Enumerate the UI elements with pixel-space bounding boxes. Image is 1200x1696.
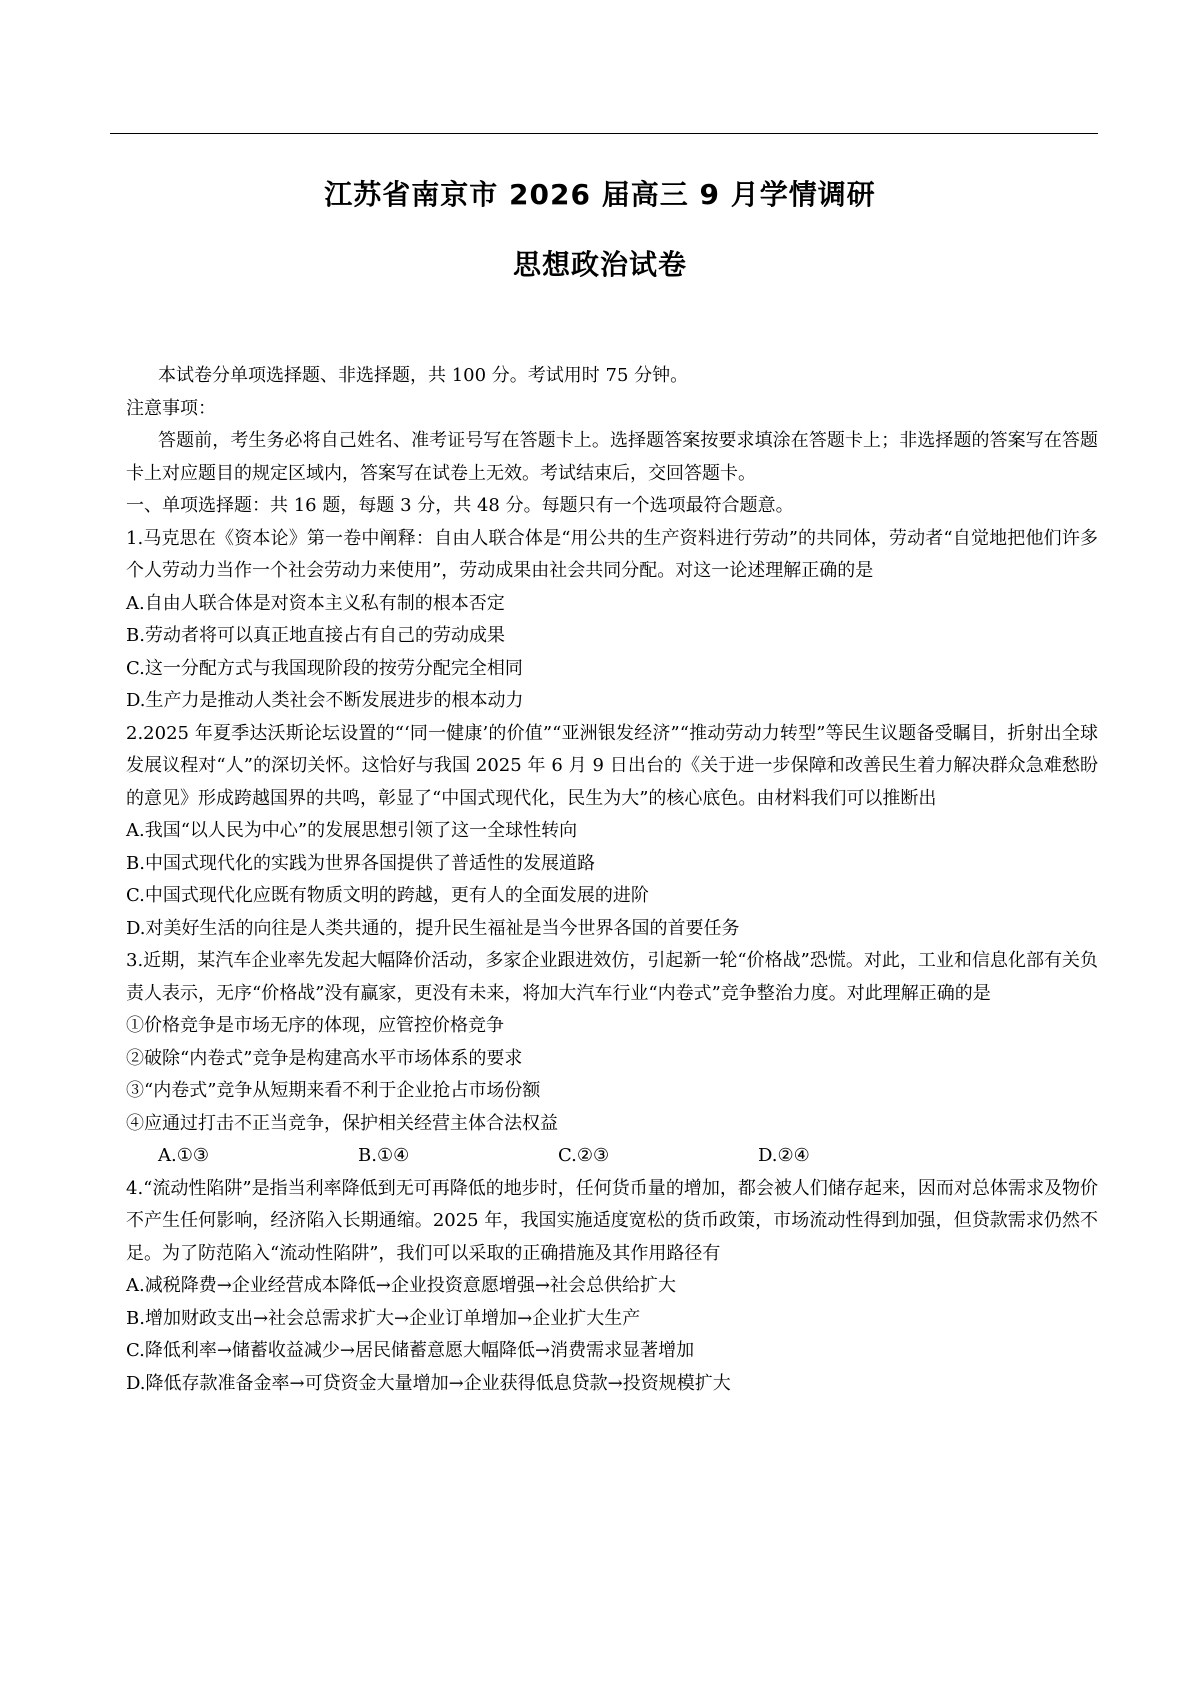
question-3-statement-2: ②破除“内卷式”竞争是构建高水平市场体系的要求	[126, 1047, 523, 1069]
question-4-stem: 4.“流动性陷阱”是指当利率降低到无可再降低的地步时，任何货币量的增加，都会被人们储存起来，因而对总体需求及物价不产生任何影响，经济陷入长期通缩。2025 年，我国实施适度宽松的货币政策，市场流动性得到加强，但贷款需求仍然不足。为了防范陷入“流动性陷阱”，我们可以采取的正确措施及其作用路径有	[126, 1177, 1098, 1264]
question-3-stem: 3.近期，某汽车企业率先发起大幅降价活动，多家企业跟进效仿，引起新一轮“价格战”恐慌。对此，工业和信息化部有关负责人表示，无序“价格战”没有赢家，更没有未来，将加大汽车行业“内卷式”竞争整治力度。对此理解正确的是	[126, 950, 1098, 1004]
question-1-stem: 1.马克思在《资本论》第一卷中阐释：自由人联合体是“用公共的生产资料进行劳动”的共同体，劳动者“自觉地把他们许多个人劳动力当作一个社会劳动力来使用”，劳动成果由社会共同分配。对这一论述理解正确的是	[126, 527, 1098, 581]
question-2-stem: 2.2025 年夏季达沃斯论坛设置的“‘同一健康’的价值”“亚洲银发经济”“推动劳动力转型”等民生议题备受瞩目，折射出全球发展议程对“人”的深切关怀。这恰好与我国 2025 年 6 月 9 日出台的《关于进一步保障和改善民生着力解决群众急难愁盼的意见》形成跨越国界的共鸣，彰显了“中国式现代化，民生为大”的核心底色。由材料我们可以推断出	[126, 722, 1098, 809]
notice-body: 答题前，考生务必将自己姓名、准考证号写在答题卡上。选择题答案按要求填涂在答题卡上；非选择题的答案写在答题卡上对应题目的规定区域内，答案写在试卷上无效。考试结束后，交回答题卡。	[126, 430, 1098, 484]
question-2-option-d: D.对美好生活的向往是人类共通的，提升民生福祉是当今世界各国的首要任务	[126, 917, 740, 939]
question-3-statement-4: ④应通过打击不正当竞争，保护相关经营主体合法权益	[126, 1112, 558, 1134]
question-1-option-b: B.劳动者将可以真正地直接占有自己的劳动成果	[126, 625, 505, 646]
exam-info: 本试卷分单项选择题、非选择题，共 100 分。考试用时 75 分钟。	[158, 365, 689, 386]
question-4-option-b: B.增加财政支出→社会总需求扩大→企业订单增加→企业扩大生产	[126, 1307, 641, 1329]
question-3-option-a: A.①③	[158, 1145, 209, 1166]
question-3-options	[126, 1140, 1098, 1173]
question-4-option-a: A.减税降费→企业经营成本降低→企业投资意愿增强→社会总供给扩大	[126, 1275, 676, 1296]
exam-content	[126, 360, 1098, 1400]
question-3-statement-3: ③“内卷式”竞争从短期来看不利于企业抢占市场份额	[126, 1080, 541, 1101]
question-2-option-a: A.我国“以人民为中心”的发展思想引领了这一全球性转向	[126, 820, 578, 841]
question-3-option-b: B.①④	[358, 1145, 410, 1166]
notice-heading: 注意事项：	[126, 397, 216, 419]
exam-subtitle: 思想政治试卷	[512, 248, 687, 281]
header-rule	[110, 133, 1098, 134]
question-1-option-c: C.这一分配方式与我国现阶段的按劳分配完全相同	[126, 657, 523, 679]
question-3-option-d: D.②④	[758, 1145, 810, 1166]
question-1-option-d: D.生产力是推动人类社会不断发展进步的根本动力	[126, 690, 524, 711]
question-1-option-a: A.自由人联合体是对资本主义私有制的根本否定	[126, 592, 505, 614]
question-3-statement-1: ①价格竞争是市场无序的体现，应管控价格竞争	[126, 1015, 504, 1036]
question-4-option-c: C.降低利率→储蓄收益减少→居民储蓄意愿大幅降低→消费需求显著增加	[126, 1340, 695, 1361]
question-4-option-d: D.降低存款准备金率→可贷资金大量增加→企业获得低息贷款→投资规模扩大	[126, 1372, 731, 1394]
exam-title: 江苏省南京市 2026 届高三 9 月学情调研	[324, 178, 876, 211]
section-heading: 一、单项选择题：共 16 题，每题 3 分，共 48 分。每题只有一个选项最符合题意。	[126, 495, 794, 516]
question-2-option-b: B.中国式现代化的实践为世界各国提供了普适性的发展道路	[126, 852, 595, 874]
question-3-option-c: C.②③	[558, 1145, 610, 1166]
question-2-option-c: C.中国式现代化应既有物质文明的跨越，更有人的全面发展的进阶	[126, 885, 649, 906]
